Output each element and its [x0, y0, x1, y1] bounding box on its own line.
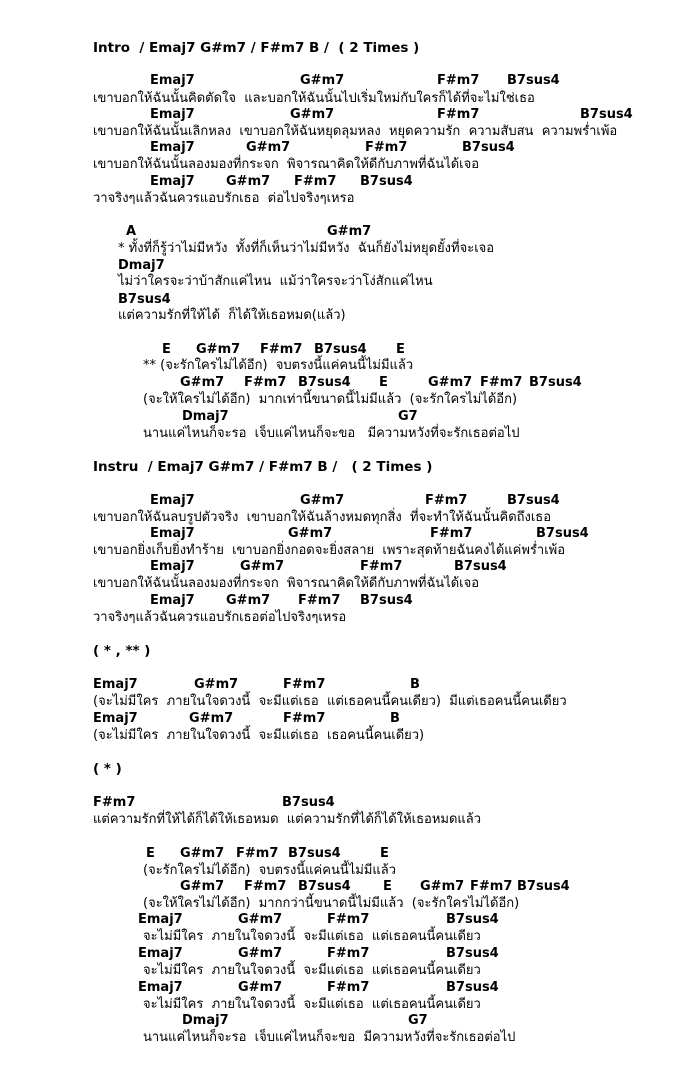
chord: B7sus4	[282, 795, 335, 810]
chord: F#m7	[260, 342, 303, 357]
chord: B7sus4	[298, 879, 351, 894]
lyric-line: จะไม่มีใคร ภายในใจดวงนี้ จะมีแต่เธอ แต่เธอคนนี้คนเดียว	[143, 997, 481, 1012]
chord: G#m7	[290, 107, 335, 122]
chord: B	[410, 677, 420, 692]
chord: Dmaj7	[182, 409, 229, 424]
chord: G#m7	[428, 375, 473, 390]
lyric-line: เขาบอกให้ฉันนั้นเลิกหลง เขาบอกให้ฉันหยุดลุมหลง หยุดความรัก ความสับสน ความพร่ำเพ้อ	[93, 124, 618, 139]
chord: Dmaj7	[118, 258, 165, 273]
section-heading-instru: Instru / Emaj7 G#m7 / F#m7 B / ( 2 Times )	[93, 459, 433, 475]
chord: Emaj7	[138, 946, 183, 961]
lyric-line: เขาบอกให้ฉันนั้นคิดตัดใจ และบอกให้ฉันนั้นไปเริ่มใหม่กับใครก็ได้ที่จะไม่ใช่เธอ	[93, 91, 535, 106]
chord: B7sus4	[580, 107, 633, 122]
chord: G#m7	[327, 224, 372, 239]
chord: F#m7	[365, 140, 408, 155]
chord: B7sus4	[529, 375, 582, 390]
chord: F#m7	[327, 946, 370, 961]
chord: Emaj7	[150, 526, 195, 541]
chord: B7sus4	[536, 526, 589, 541]
chord: F#m7	[244, 879, 287, 894]
chord: G#m7	[196, 342, 241, 357]
chord: F#m7	[236, 846, 279, 861]
chord: G#m7	[226, 174, 271, 189]
chord: G#m7	[300, 73, 345, 88]
chord: G#m7	[180, 375, 225, 390]
chord: F#m7	[470, 879, 513, 894]
chord: B7sus4	[298, 375, 351, 390]
lyric-line: (จะให้ใครไม่ได้อีก) มากกว่านี้ขนาดนี้ไม่มีแล้ว (จะรักใครไม่ได้อีก)	[143, 896, 520, 911]
chord: F#m7	[283, 711, 326, 726]
chord: G#m7	[189, 711, 234, 726]
chord: B7sus4	[118, 292, 171, 307]
lyric-line: ไม่ว่าใครจะว่าบ้าสักแค่ไหน แม้ว่าใครจะว่าโง่สักแค่ไหน	[118, 274, 433, 289]
chord: F#m7	[437, 107, 480, 122]
chord: G7	[408, 1013, 428, 1028]
chord: B7sus4	[360, 174, 413, 189]
chord: B7sus4	[517, 879, 570, 894]
chord: Emaj7	[138, 980, 183, 995]
chord: F#m7	[283, 677, 326, 692]
lyric-line: (จะรักใครไม่ได้อีก) จบตรงนี้แค่คนนี้ไม่มีแล้ว	[143, 863, 397, 878]
chord: Emaj7	[150, 593, 195, 608]
lyric-line: (จะไม่มีใคร ภายในใจดวงนี้ จะมีแต่เธอ แต่เธอคนนี้คนเดียว) มีแต่เธอคนนี้คนเดียว	[93, 694, 567, 709]
lyric-line: เขาบอกยิ่งเก็บยิ่งทำร้าย เขาบอกยิ่งกอดจะยิ่งสลาย เพราะสุดท้ายฉันคงได้แค่พร่ำเพ้อ	[93, 543, 566, 558]
chord: B7sus4	[314, 342, 367, 357]
lyric-line: * ทั้งที่ก็รู้ว่าไม่มีหวัง ทั้งที่ก็เห็นว่าไม่มีหวัง ฉันก็ยังไม่หยุดยั้งที่จะเจอ	[118, 241, 495, 256]
lyric-line: จะไม่มีใคร ภายในใจดวงนี้ จะมีแต่เธอ แต่เธอคนนี้คนเดียว	[143, 963, 481, 978]
chord: Emaj7	[150, 73, 195, 88]
chord: E	[379, 375, 388, 390]
chord: B	[390, 711, 400, 726]
chord: F#m7	[93, 795, 136, 810]
chord: Dmaj7	[182, 1013, 229, 1028]
chord: Emaj7	[93, 677, 138, 692]
chord: F#m7	[244, 375, 287, 390]
lyric-line: (จะให้ใครไม่ได้อีก) มากเท่านี้ขนาดนี้ไม่มีแล้ว (จะรักใครไม่ได้อีก)	[143, 392, 518, 407]
lyric-line: (จะไม่มีใคร ภายในใจดวงนี้ จะมีแต่เธอ เธอคนนี้คนเดียว)	[93, 728, 425, 743]
chord: Emaj7	[150, 559, 195, 574]
lyric-line: เขาบอกให้ฉันนั้นลองมองที่กระจก พิจารณาคิดให้ดีกับภาพที่ฉันได้เจอ	[93, 576, 480, 591]
chord: F#m7	[327, 980, 370, 995]
lyric-line: นานแค่ไหนก็จะรอ เจ็บแค่ไหนก็จะขอ มีความหวังที่จะรักเธอต่อไป	[143, 1030, 516, 1045]
chord: F#m7	[480, 375, 523, 390]
chord: A	[126, 224, 137, 239]
repeat-marker: ( * , ** )	[93, 643, 151, 659]
chord: B7sus4	[360, 593, 413, 608]
chord: G7	[398, 409, 418, 424]
chord: B7sus4	[288, 846, 341, 861]
chord: Emaj7	[93, 711, 138, 726]
chord: G#m7	[194, 677, 239, 692]
chord: E	[146, 846, 155, 861]
lyric-line: เขาบอกให้ฉันลบรูปตัวจริง เขาบอกให้ฉันล้างหมดทุกสิ่ง ที่จะทำให้ฉันนั้นคิดถึงเธอ	[93, 510, 552, 525]
chord: F#m7	[360, 559, 403, 574]
chord: B7sus4	[462, 140, 515, 155]
lyric-line: นานแค่ไหนก็จะรอ เจ็บแค่ไหนก็จะขอ มีความหวังที่จะรักเธอต่อไป	[143, 426, 520, 441]
chord: F#m7	[430, 526, 473, 541]
chord: B7sus4	[507, 73, 560, 88]
chord: B7sus4	[446, 980, 499, 995]
chord: B7sus4	[507, 493, 560, 508]
chord: G#m7	[238, 912, 283, 927]
chord: E	[396, 342, 405, 357]
chord: Emaj7	[138, 912, 183, 927]
chord: G#m7	[288, 526, 333, 541]
chord: G#m7	[238, 946, 283, 961]
chord: G#m7	[300, 493, 345, 508]
chord: Emaj7	[150, 107, 195, 122]
chord: G#m7	[226, 593, 271, 608]
lyric-line: จะไม่มีใคร ภายในใจดวงนี้ จะมีแต่เธอ แต่เธอคนนี้คนเดียว	[143, 929, 481, 944]
chord: F#m7	[425, 493, 468, 508]
chord: F#m7	[298, 593, 341, 608]
chord: E	[380, 846, 389, 861]
chord: Emaj7	[150, 493, 195, 508]
section-heading-intro: Intro / Emaj7 G#m7 / F#m7 B / ( 2 Times )	[93, 40, 420, 56]
lyric-line: วาจริงๆแล้วฉันควรแอบรักเธอต่อไปจริงๆเหรอ	[93, 610, 347, 625]
chord: G#m7	[246, 140, 291, 155]
chord: G#m7	[180, 879, 225, 894]
chord: B7sus4	[454, 559, 507, 574]
lyric-line: ** (จะรักใครไม่ได้อีก) จบตรงนี้แค่คนนี้ไม่มีแล้ว	[143, 358, 414, 373]
chord: G#m7	[180, 846, 225, 861]
chord: E	[162, 342, 171, 357]
chord: G#m7	[240, 559, 285, 574]
repeat-marker: ( * )	[93, 761, 122, 777]
chord: F#m7	[437, 73, 480, 88]
chord: B7sus4	[446, 946, 499, 961]
lyric-line: เขาบอกให้ฉันนั้นลองมองที่กระจก พิจารณาคิดให้ดีกับภาพที่ฉันได้เจอ	[93, 157, 480, 172]
lyric-line: วาจริงๆแล้วฉันควรแอบรักเธอ ต่อไปจริงๆเหรอ	[93, 191, 355, 206]
chord: F#m7	[294, 174, 337, 189]
chord: E	[383, 879, 392, 894]
lyric-line: แต่ความรักที่ให้ได้ก็ได้ให้เธอหมด แต่ความรักที่ได้ก็ได้ให้เธอหมดแล้ว	[93, 812, 482, 827]
chord: Emaj7	[150, 174, 195, 189]
lyric-line: แต่ความรักที่ให้ได้ ก็ได้ให้เธอหมด(แล้ว)	[118, 308, 346, 323]
chord: G#m7	[238, 980, 283, 995]
chord: Emaj7	[150, 140, 195, 155]
chord: B7sus4	[446, 912, 499, 927]
chord: G#m7	[420, 879, 465, 894]
chord: F#m7	[327, 912, 370, 927]
